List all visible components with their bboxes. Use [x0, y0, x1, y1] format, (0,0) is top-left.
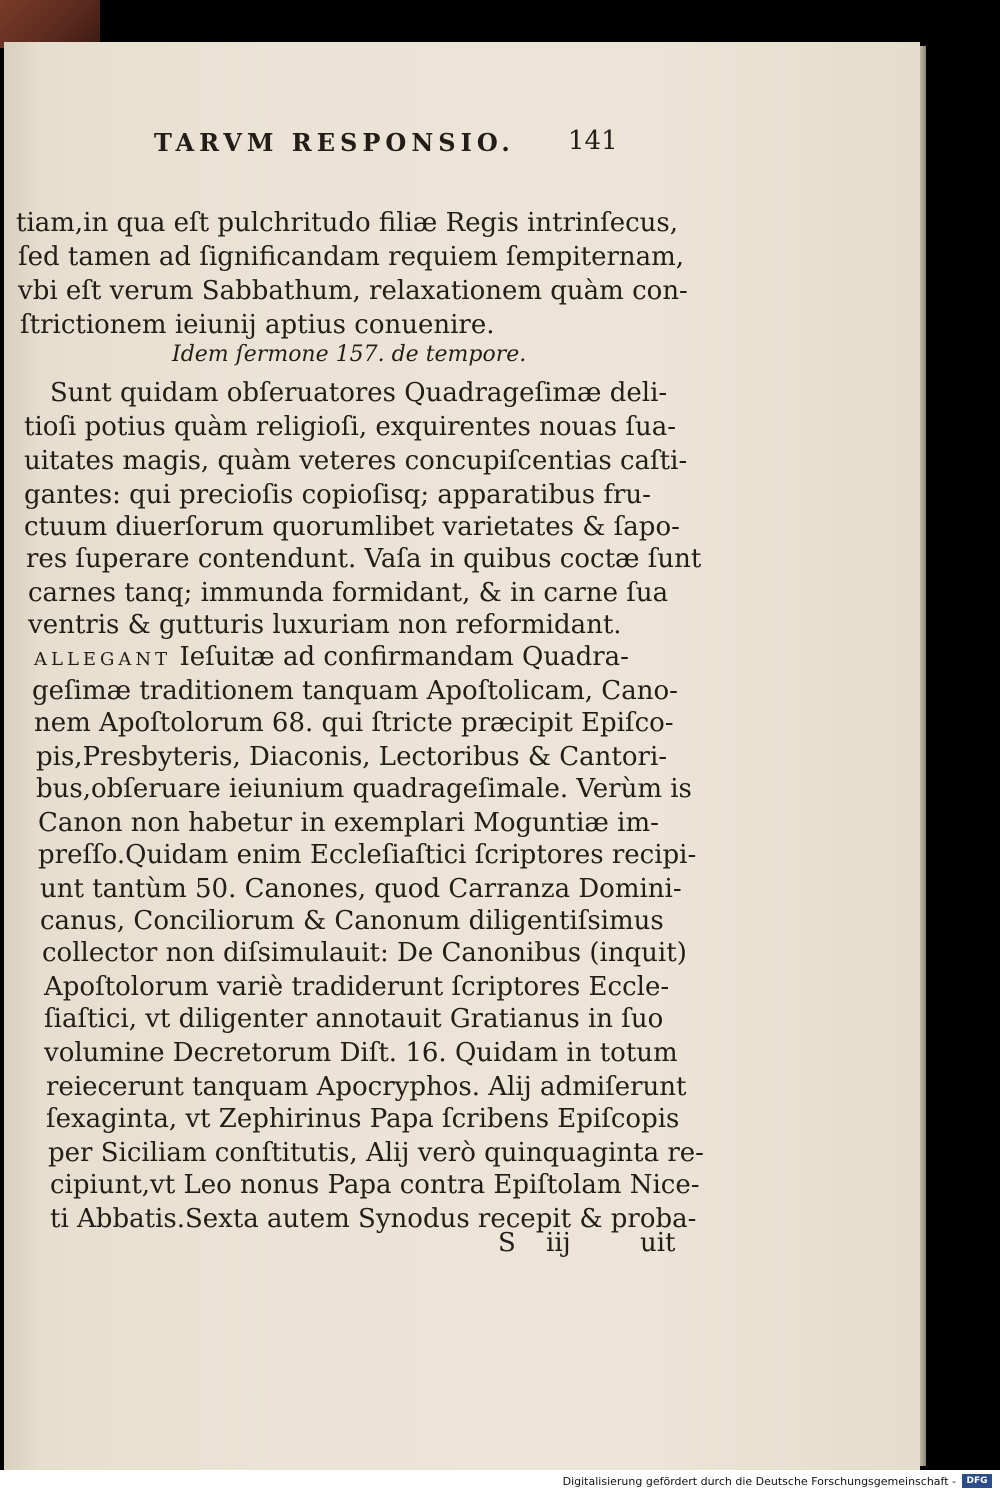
text-line: geſimæ traditionem tanquam Apoſtolicam, Cano-	[32, 676, 678, 706]
text-line: collector non diſsimulauit: De Canonibus (inquit)	[42, 938, 687, 968]
text-line: ſtrictionem ieiunij aptius conuenire.	[20, 310, 495, 340]
catchword: uit	[640, 1228, 676, 1258]
running-title: TARVM RESPONSIO.	[154, 128, 515, 157]
text-line: volumine Decretorum Diſt. 16. Quidam in totum	[44, 1038, 678, 1068]
text-line: ctuum diuerſorum quorumlibet varietates & ſapo-	[24, 512, 680, 542]
footer-bar	[0, 1470, 1000, 1493]
text-line: per Siciliam conſtitutis, Alij verò quinquaginta re-	[48, 1138, 704, 1168]
page-number: 141	[568, 126, 618, 156]
text-line	[34, 640, 629, 677]
text-line: tioſi potius quàm religioſi, exquirentes nouas ſua-	[24, 412, 677, 442]
book-page	[4, 42, 920, 1470]
text-line: pis,Presbyteris, Diaconis, Lectoribus & Cantori-	[36, 742, 668, 772]
text-line: gantes: qui precioſis copioſisq; apparatibus fru-	[24, 480, 651, 510]
signature-number: iij	[546, 1228, 571, 1258]
dfg-logo: DFG	[962, 1474, 992, 1488]
text-line: bus,obſeruare ieiunium quadrageſimale. Verùm is	[36, 774, 692, 804]
text-line: ſed tamen ad ſignificandam requiem ſempiternam,	[18, 242, 685, 272]
text-line-rest: Ieſuitæ ad confirmandam Quadra-	[179, 642, 629, 672]
text-line: canus, Conciliorum & Canonum diligentiſsimus	[40, 906, 664, 936]
text-line: uitates magis, quàm veteres concupiſcentias caſti-	[24, 446, 688, 476]
text-line: nem Apoſtolorum 68. qui ſtricte præcipit Epiſco-	[34, 708, 674, 738]
text-line: ſexaginta, vt Zephirinus Papa ſcribens Epiſcopis	[46, 1104, 680, 1134]
text-line: res ſuperare contendunt. Vaſa in quibus coctæ ſunt	[26, 544, 702, 574]
text-line: cipiunt,vt Leo nonus Papa contra Epiſtolam Nice-	[50, 1170, 700, 1200]
text-line: preſſo.Quidam enim Eccleſiaſtici ſcriptores recipi-	[38, 840, 697, 870]
text-line: ſiaſtici, vt diligenter annotauit Gratianus in ſuo	[44, 1004, 664, 1034]
signature-mark: S	[498, 1228, 516, 1258]
page-text	[4, 42, 920, 1470]
text-line: ventris & gutturis luxuriam non reformidant.	[28, 610, 622, 640]
sub-heading: Idem ſermone 157. de tempore.	[172, 342, 527, 367]
book-cover-corner	[0, 0, 100, 48]
text-line: Apoſtolorum variè tradiderunt ſcriptores Eccle-	[44, 972, 670, 1002]
text-line: Canon non habetur in exemplari Moguntiæ im-	[38, 808, 659, 838]
funding-credit: Digitalisierung gefördert durch die Deutsche Forschungsgemeinschaft -	[562, 1475, 956, 1488]
text-line: reiecerunt tanquam Apocryphos. Alij admiſerunt	[46, 1072, 687, 1102]
text-line: carnes tanq; immunda formidant, & in carne ſua	[28, 578, 669, 608]
text-line: tiam,in qua eſt pulchritudo filiæ Regis intrinſecus,	[16, 208, 679, 238]
text-line: vbi eſt verum Sabbathum, relaxationem quàm con-	[18, 276, 688, 306]
allegant-word: ALLEGANT	[34, 649, 172, 670]
text-line: unt tantùm 50. Canones, quod Carranza Domini-	[40, 874, 682, 904]
text-line: ti Abbatis.Sexta autem Synodus recepit & proba-	[50, 1204, 697, 1234]
text-line: Sunt quidam obſeruatores Quadrageſimæ deli-	[50, 378, 668, 408]
